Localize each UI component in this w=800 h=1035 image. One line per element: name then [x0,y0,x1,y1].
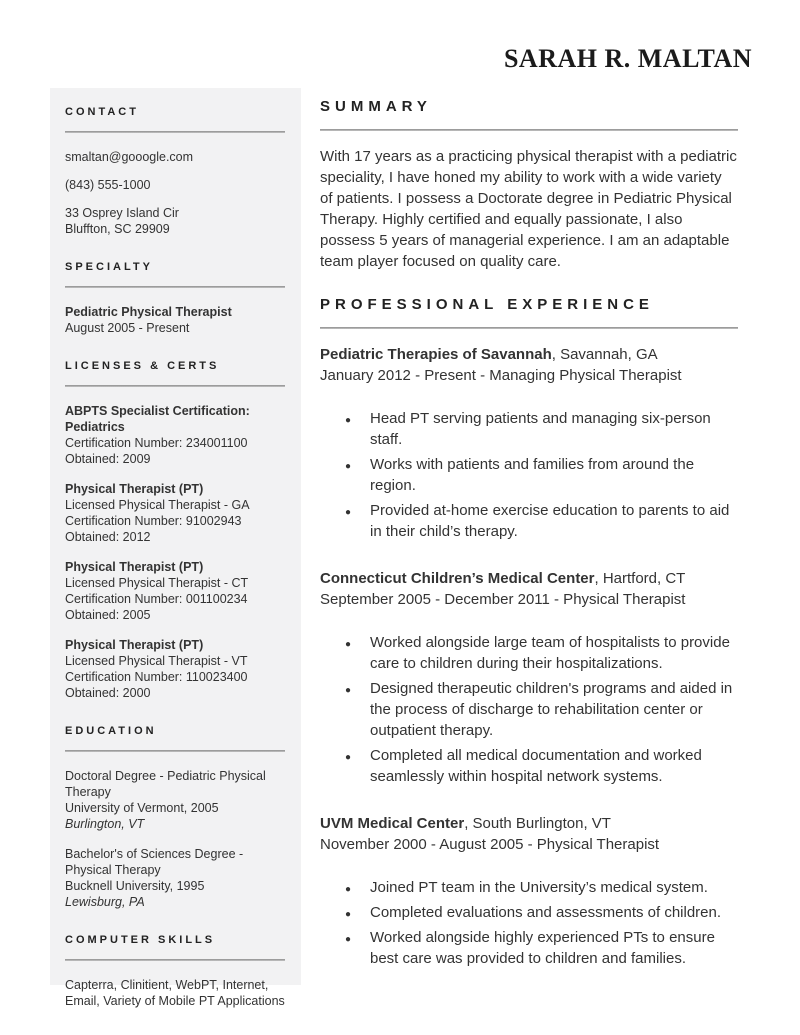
education-location: Burlington, VT [65,817,145,831]
computer-skills-text: Capterra, Clinitient, WebPT, Internet, Email, Variety of Mobile PT Applications [65,978,285,1008]
job-bullet-text: Worked alongside highly experienced PTs to ensure best care was provided to children and families. [370,929,715,967]
experience-section [320,294,738,969]
cert-item [65,637,285,701]
job-entry [320,568,738,787]
job-bullet [320,927,738,969]
job-bullet-list [320,632,738,787]
cert-item [65,403,285,467]
computer-skills-section [65,932,285,1009]
specialty-heading: SPECIALTY [65,261,153,273]
job-company: UVM Medical Center [320,815,465,832]
summary-text: With 17 years as a practicing physical therapist with a pediatric speciality, I have honed my ability to work with a wide variety of patients. I possess a Doctorate degree in Pediatric Physical Therapy. Highly certified and equally passionate, I also possess 5 years of managerial experience. I am an adaptable team player focused on quality care. [320,148,737,270]
cert-obtained: Obtained: 2009 [65,452,151,466]
job-bullet-text: Head PT serving patients and managing six-person staff. [370,410,711,448]
job-company: Connecticut Children’s Medical Center [320,570,595,587]
job-location: , Savannah, GA [551,346,658,363]
job-bullet [320,454,738,496]
job-bullet [320,408,738,450]
education-item [65,768,285,832]
education-heading: EDUCATION [65,725,157,737]
bullet-icon [345,877,351,900]
cert-obtained: Obtained: 2005 [65,608,151,622]
cert-title: Physical Therapist (PT) [65,560,204,574]
licenses-section [65,358,285,701]
bullet-icon [345,500,351,523]
computer-skills-heading: COMPUTER SKILLS [65,934,216,946]
divider [320,129,738,131]
job-dates: September 2005 - December 2011 - Physical Therapist [320,591,686,608]
bullet-icon [345,454,351,477]
contact-phone: (843) 555-1000 [65,178,151,192]
cert-title: Physical Therapist (PT) [65,482,204,496]
education-section [65,723,285,910]
job-location: , South Burlington, VT [464,815,611,832]
job-bullet-text: Provided at-home exercise education to parents to aid in their child’s therapy. [370,502,730,540]
divider [65,959,285,961]
cert-number: Certification Number: 234001100 [65,436,248,450]
cert-number: Certification Number: 110023400 [65,670,248,684]
job-bullet-text: Worked alongside large team of hospitalists to provide care to children during their hospitalizations. [370,634,730,672]
contact-email: smaltan@gooogle.com [65,150,194,164]
cert-title: ABPTS Specialist Certification: Pediatrics [65,404,250,434]
job-bullet [320,877,738,898]
job-title-line [320,568,738,589]
sidebar [50,88,301,1008]
cert-subtitle: Licensed Physical Therapist - CT [65,576,249,590]
cert-item [65,559,285,623]
contact-address [65,205,285,237]
education-school: University of Vermont, 2005 [65,801,219,815]
contact-section [65,104,285,237]
job-title-line [320,813,738,834]
education-item [65,846,285,910]
divider [320,327,738,329]
specialty-title: Pediatric Physical Therapist [65,305,232,319]
contact-address-line2: Bluffton, SC 29909 [65,222,170,236]
job-bullet-text: Joined PT team in the University’s medical system. [370,879,708,896]
job-bullet [320,632,738,674]
specialty-section [65,259,285,336]
job-title-line [320,344,738,365]
licenses-heading: LICENSES & CERTS [65,360,220,372]
divider [65,286,285,288]
job-bullet-list [320,877,738,969]
education-school: Bucknell University, 1995 [65,879,205,893]
cert-title: Physical Therapist (PT) [65,638,204,652]
job-bullet [320,902,738,923]
job-bullet-text: Works with patients and families from around the region. [370,456,695,494]
education-degree: Bachelor's of Sciences Degree - Physical Therapy [65,847,244,877]
cert-number: Certification Number: 001100234 [65,592,248,606]
bullet-icon [345,408,351,431]
job-entry [320,344,738,542]
bullet-icon [345,927,351,950]
cert-obtained: Obtained: 2000 [65,686,151,700]
cert-subtitle: Licensed Physical Therapist - VT [65,654,248,668]
job-location: , Hartford, CT [594,570,686,587]
contact-heading: CONTACT [65,106,139,118]
bullet-icon [345,745,351,768]
divider [65,385,285,387]
summary-section [320,96,738,272]
job-bullet-list [320,408,738,542]
specialty-dates: August 2005 - Present [65,321,190,335]
job-company: Pediatric Therapies of Savannah [320,346,552,363]
contact-address-line1: 33 Osprey Island Cir [65,206,179,220]
cert-number: Certification Number: 91002943 [65,514,242,528]
main-content [320,96,738,995]
job-dates: November 2000 - August 2005 - Physical Therapist [320,836,660,853]
experience-heading: PROFESSIONAL EXPERIENCE [320,296,654,313]
job-bullet [320,500,738,542]
job-bullet-text: Completed evaluations and assessments of children. [370,904,722,921]
job-bullet-text: Designed therapeutic children's programs and aided in the process of discharge to rehabilitation center or outpatient therapy. [370,680,733,739]
education-location: Lewisburg, PA [65,895,145,909]
education-degree: Doctoral Degree - Pediatric Physical Therapy [65,769,266,799]
bullet-icon [345,632,351,655]
job-bullet [320,678,738,741]
cert-item [65,481,285,545]
bullet-icon [345,902,351,925]
cert-obtained: Obtained: 2012 [65,530,151,544]
divider [65,131,285,133]
cert-subtitle: Licensed Physical Therapist - GA [65,498,250,512]
summary-heading: SUMMARY [320,98,432,115]
job-bullet [320,745,738,787]
resume-name: SARAH R. MALTAN [503,44,752,73]
job-bullet-text: Completed all medical documentation and worked seamlessly within hospital network systems. [370,747,702,785]
job-entry [320,813,738,969]
divider [65,750,285,752]
bullet-icon [345,678,351,701]
job-dates: January 2012 - Present - Managing Physical Therapist [320,367,682,384]
